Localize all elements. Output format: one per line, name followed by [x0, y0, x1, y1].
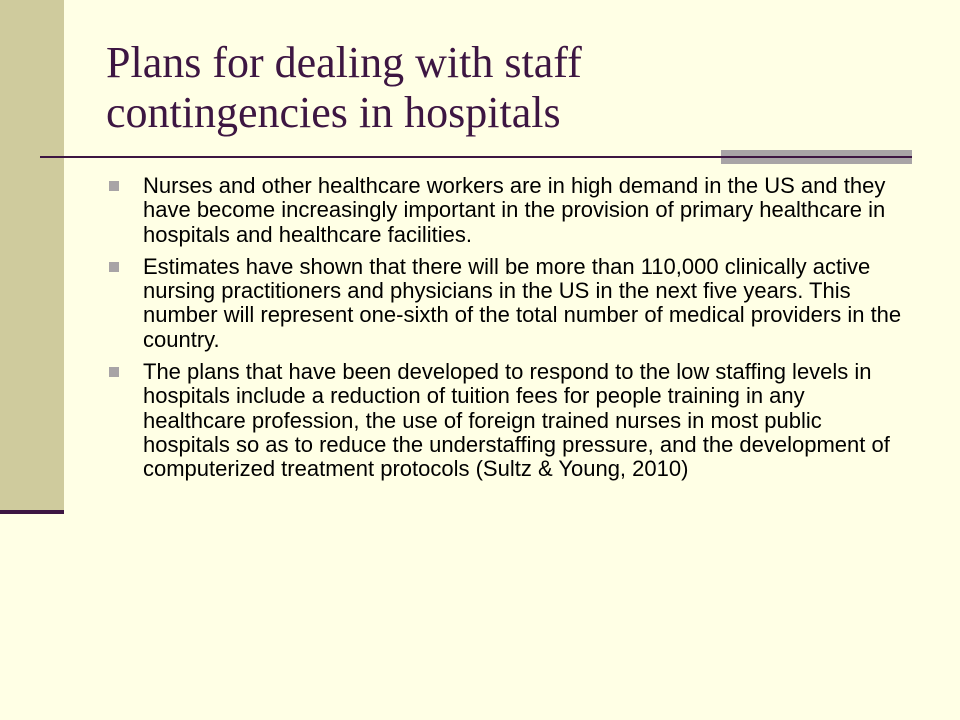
bullet-item-practitioner-estimates	[108, 255, 908, 352]
slide-title-line-2: contingencies in hospitals	[106, 88, 561, 137]
bullet-list	[108, 174, 908, 490]
title-rule-accent-line	[721, 156, 912, 158]
square-bullet-icon	[109, 181, 119, 191]
square-bullet-icon	[109, 367, 119, 377]
bullet-item-staffing-plans	[108, 360, 908, 481]
bullet-text-practitioner-estimates: Estimates have shown that there will be more than 110,000 clinically active nursing practitioners and physicians in the US in the next five years. This number will represent one-sixth of the total number of medical providers in the country.	[143, 253, 902, 352]
left-band-bottom-rule	[0, 510, 64, 514]
bullet-item-staff-demand	[108, 174, 908, 247]
bullet-text-staff-demand: Nurses and other healthcare workers are in high demand in the US and they have become increasingly important in the provision of primary healthcare in hospitals and healthcare facilities.	[143, 173, 886, 247]
left-decorative-band	[0, 0, 64, 512]
slide-title	[106, 38, 896, 138]
bullet-text-staffing-plans: The plans that have been developed to respond to the low staffing levels in hospitals include a reduction of tuition fees for people training in any healthcare profession, the use of foreign trained nurses in most public hospitals so as to reduce the understaffing pressure, and the development of computerized treatment protocols (Sultz & Young, 2010)	[143, 359, 890, 482]
slide-title-line-1: Plans for dealing with staff	[106, 38, 582, 87]
square-bullet-icon	[109, 262, 119, 272]
